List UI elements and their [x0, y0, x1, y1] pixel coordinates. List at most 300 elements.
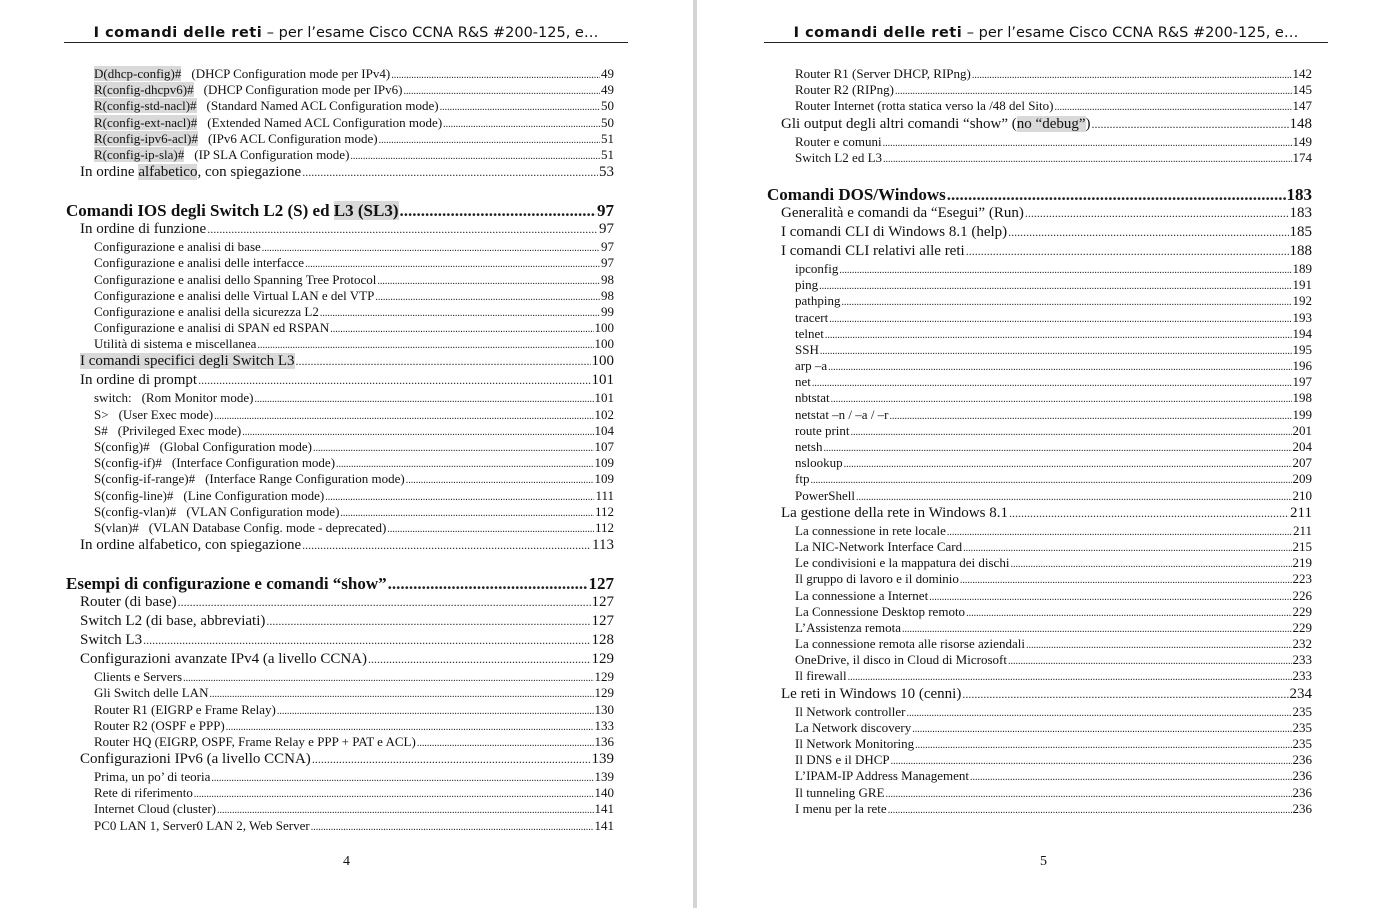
toc-subsection[interactable]: [767, 704, 1312, 720]
dot-leader: [336, 457, 593, 471]
dot-leader: [388, 574, 588, 593]
toc-entry-text: La connessione remota alle risorse aziendali: [795, 636, 1025, 652]
dot-leader: [406, 473, 594, 487]
toc-entry-text: Configurazione e analisi di base: [94, 239, 261, 255]
toc-entry-label: [795, 604, 965, 620]
toc-page-number: 128: [591, 632, 614, 649]
toc-page-number: 191: [1292, 277, 1312, 293]
toc-subsection[interactable]: [767, 752, 1312, 768]
dot-leader: [340, 506, 594, 520]
toc-subsection[interactable]: [767, 423, 1312, 439]
toc-page-number: 195: [1292, 341, 1312, 357]
toc-entry-text: nbtstat: [795, 390, 830, 406]
toc-entry-label: [795, 423, 850, 439]
dot-leader: [178, 593, 591, 612]
toc-entry-label: [94, 288, 374, 304]
dot-leader: [387, 522, 594, 536]
toc-subsection[interactable]: [66, 147, 614, 163]
toc-page-number: 196: [1292, 358, 1312, 374]
toc-entry-text: Generalità e comandi da “Esegui” (Run): [781, 204, 1024, 221]
toc-entry-text: L’Assistenza remota: [795, 619, 902, 635]
toc-entry-text: R(config-dhcpv6)#: [94, 82, 194, 98]
toc-entry-text: Il DNS e il DHCP: [795, 752, 890, 768]
toc-entry-label: [94, 785, 193, 801]
dot-leader: [368, 650, 590, 669]
toc-entry-text: ftp: [795, 471, 810, 487]
toc-entry-text: tracert: [795, 309, 829, 325]
dot-leader: [194, 787, 594, 801]
toc-page-number: 148: [1289, 115, 1312, 132]
dot-leader: [966, 242, 1289, 261]
toc-entry-label: [795, 455, 843, 471]
toc-page-number: 100: [594, 336, 614, 352]
toc-entry-label: [795, 374, 811, 390]
toc-page-number: 204: [1292, 439, 1312, 454]
toc-subsection[interactable]: [66, 471, 614, 487]
toc-section[interactable]: [767, 685, 1312, 704]
toc-page-number: 97: [601, 239, 614, 255]
toc-subsection[interactable]: [767, 439, 1312, 455]
toc-entry-text: La connessione a Internet: [795, 587, 929, 603]
toc-page-number: 232: [1292, 636, 1312, 652]
dot-leader: [883, 152, 1291, 166]
toc-subsection[interactable]: [767, 407, 1312, 423]
toc-entry-text: netstat –n / –a / –r: [795, 406, 889, 422]
toc-page-number: 129: [591, 651, 614, 668]
toc-page-number: 198: [1292, 390, 1312, 406]
toc-subsection[interactable]: [767, 358, 1312, 374]
toc-subsection[interactable]: [66, 702, 614, 718]
toc-entry-label: [795, 652, 1007, 668]
section-gap: [66, 555, 614, 574]
dot-leader: [325, 490, 594, 504]
toc-subsection[interactable]: [767, 98, 1312, 114]
dot-leader: [183, 671, 593, 685]
toc-entry-label: [94, 685, 208, 701]
toc-subsection[interactable]: [767, 488, 1312, 504]
toc-entry-highlight: L3 (SL3): [333, 201, 399, 221]
toc-section[interactable]: [66, 536, 614, 555]
toc-subsection[interactable]: [767, 588, 1312, 604]
toc-entry-text: I comandi CLI di Windows 8.1 (help): [781, 223, 1008, 240]
dot-leader: [891, 754, 1292, 768]
toc-subsection[interactable]: [767, 801, 1312, 817]
dot-leader: [377, 274, 600, 288]
toc-page-number: 136: [594, 733, 614, 749]
toc-chapter[interactable]: [767, 185, 1312, 204]
dot-leader: [844, 457, 1292, 471]
dot-leader: [888, 803, 1292, 817]
toc-subsection[interactable]: [66, 239, 614, 255]
toc-subsection[interactable]: [66, 272, 614, 288]
toc-entry-text: Configurazioni avanzate IPv4 (a livello CCNA): [80, 651, 368, 668]
toc-subsection[interactable]: [767, 604, 1312, 620]
toc-entry-text: S>: [94, 406, 109, 422]
toc-subsection[interactable]: [767, 785, 1312, 801]
toc-entry-mode: (VLAN Database Config. mode - deprecated): [148, 519, 387, 535]
toc-entry-text: Configurazione e analisi della sicurezza L2: [94, 303, 319, 319]
toc-subsection[interactable]: [767, 134, 1312, 150]
toc-subsection[interactable]: [767, 261, 1312, 277]
toc-section[interactable]: [66, 631, 614, 650]
toc-entry-label: [795, 571, 959, 587]
toc-subsection[interactable]: [66, 423, 614, 439]
toc-page-number: 111: [595, 487, 614, 503]
toc-section[interactable]: [66, 750, 614, 769]
toc-subsection[interactable]: [66, 734, 614, 750]
toc-page-number: 49: [601, 82, 614, 98]
toc-entry-text: Gli Switch delle LAN: [94, 685, 209, 701]
toc-page-number: 127: [588, 574, 614, 594]
toc-section[interactable]: [767, 204, 1312, 223]
toc-entry-text: Router (di base): [80, 594, 177, 611]
toc-section[interactable]: [66, 593, 614, 612]
toc-section[interactable]: [66, 371, 614, 390]
toc-entry-label: [781, 223, 1007, 242]
dot-leader: [443, 117, 600, 131]
toc-page-number: 98: [601, 287, 614, 303]
toc-page-number: 207: [1292, 455, 1312, 471]
toc-page-number: 215: [1292, 538, 1312, 554]
toc-entry-label: [80, 371, 197, 390]
toc-entry-mode: (DHCP Configuration mode per IPv6): [203, 82, 403, 98]
toc-page-number: 219: [1292, 555, 1312, 571]
toc-entry-label: [795, 588, 928, 604]
dot-leader: [379, 133, 600, 147]
toc-entry-text: In ordine alfabetico, con spiegazione: [80, 537, 302, 554]
toc-subsection[interactable]: [767, 668, 1312, 684]
dot-leader: [262, 241, 600, 255]
dot-leader: [375, 290, 600, 304]
toc-section[interactable]: [66, 650, 614, 669]
toc-subsection[interactable]: [66, 66, 614, 82]
toc-subsection[interactable]: [767, 326, 1312, 342]
toc-subsection[interactable]: [66, 304, 614, 320]
dot-leader: [330, 322, 593, 336]
toc-page-number: 211: [1290, 504, 1312, 521]
toc-page-number: 97: [597, 201, 614, 221]
toc-page-number: 199: [1292, 406, 1312, 422]
toc-page-number: 234: [1289, 685, 1312, 702]
toc-entry-mode: (DHCP Configuration mode per IPv4): [191, 66, 391, 81]
toc-subsection[interactable]: [66, 407, 614, 423]
toc-entry-mode: (Privileged Exec mode): [117, 422, 242, 438]
toc-page-number: 147: [1292, 98, 1312, 114]
dot-leader: [819, 279, 1291, 293]
toc-entry-text: Internet Cloud (cluster): [94, 801, 217, 817]
dot-leader: [207, 220, 598, 239]
toc-entry-label: [80, 650, 367, 669]
toc-subsection[interactable]: [66, 320, 614, 336]
toc-subsection[interactable]: [66, 488, 614, 504]
dot-leader: [820, 344, 1292, 358]
header-title-bold: I comandi delle reti: [93, 25, 263, 41]
toc-page-number: 127: [591, 613, 614, 630]
dot-leader: [417, 736, 594, 750]
toc-entry-label: [795, 488, 855, 504]
toc-entry-label: [80, 352, 295, 371]
toc-entry-label: [795, 358, 827, 374]
toc-chapter[interactable]: [66, 201, 614, 220]
dot-leader: [810, 473, 1291, 487]
toc-subsection[interactable]: [767, 720, 1312, 736]
toc-page-number: 97: [601, 255, 614, 271]
dot-leader: [242, 425, 593, 439]
toc-entry-mode: (IP SLA Configuration mode): [194, 146, 350, 162]
toc-section[interactable]: [767, 223, 1312, 242]
toc-entry-text: La connessione in rete locale: [795, 522, 946, 538]
dot-leader: [856, 490, 1292, 504]
toc-subsection[interactable]: [66, 769, 614, 785]
dot-leader: [391, 68, 600, 82]
toc-section[interactable]: [66, 220, 614, 239]
toc-page-number: 209: [1292, 471, 1312, 487]
toc-page-number: 235: [1292, 719, 1312, 735]
toc-subsection[interactable]: [767, 539, 1312, 555]
toc-entry-label: [781, 685, 961, 704]
running-header: [64, 24, 628, 43]
toc-entry-label: [795, 326, 824, 342]
toc-subsection[interactable]: [767, 66, 1312, 82]
toc-page-number: 129: [594, 685, 614, 701]
toc-entry-text: netsh: [795, 439, 823, 454]
dot-leader: [828, 360, 1291, 374]
toc-entry-mode: (Extended Named ACL Configuration mode): [207, 114, 443, 130]
toc-entry-label: [94, 423, 241, 439]
toc-subsection[interactable]: [767, 636, 1312, 652]
toc-entry-label: [795, 98, 1053, 114]
toc-entry-text: I menu per la rete: [795, 800, 887, 816]
toc-entry-text: Il firewall: [795, 668, 847, 684]
toc-entry-label: [795, 342, 819, 358]
toc-entry-text: SSH: [795, 341, 819, 357]
toc-entry-text: Le condivisioni e la mappatura dei dischi: [795, 555, 1010, 571]
toc-subsection[interactable]: [767, 652, 1312, 668]
toc-subsection[interactable]: [66, 115, 614, 131]
toc-entry-label: [94, 131, 378, 147]
toc-entry-text: S(config-line)#: [94, 487, 174, 503]
toc-entry-label: [795, 736, 914, 752]
toc-page-number: 51: [601, 146, 614, 162]
toc-entry-text: In ordine di funzione: [80, 221, 207, 238]
toc-section[interactable]: [66, 163, 614, 182]
toc-page-number: 142: [1292, 66, 1312, 81]
toc-subsection[interactable]: [767, 293, 1312, 309]
dot-leader: [915, 738, 1291, 752]
toc-section[interactable]: [66, 352, 614, 371]
toc-subsection[interactable]: [66, 455, 614, 471]
dot-leader: [257, 338, 593, 352]
toc-entry-label: [80, 612, 265, 631]
toc-subsection[interactable]: [767, 342, 1312, 358]
toc-entry-label: [795, 134, 882, 150]
toc-entry-label: [795, 720, 911, 736]
toc-entry-text: S(config-if)#: [94, 455, 162, 471]
toc-entry-label: [94, 818, 310, 834]
toc-subsection[interactable]: [66, 390, 614, 406]
toc-subsection[interactable]: [66, 288, 614, 304]
dot-leader: [209, 687, 593, 701]
toc-subsection[interactable]: [66, 685, 614, 701]
toc-subsection[interactable]: [66, 439, 614, 455]
toc-page-number: 140: [594, 785, 614, 801]
toc-entry-text: Configurazione e analisi di SPAN ed RSPAN: [94, 320, 330, 336]
toc-page-number: 112: [594, 519, 614, 535]
toc-entry-text: telnet: [795, 325, 824, 341]
toc-entry-label: [94, 471, 405, 487]
dot-leader: [823, 441, 1291, 455]
toc-entry-text: Gli output degli altri comandi “show” (: [781, 115, 1017, 132]
toc-subsection[interactable]: [66, 504, 614, 520]
toc-entry-text: Il gruppo di lavoro e il dominio: [795, 571, 959, 587]
toc-page-number: 107: [594, 439, 614, 454]
dot-leader: [895, 84, 1292, 98]
section-gap: [767, 166, 1312, 185]
toc-entry-label: [795, 471, 809, 487]
dot-leader: [890, 409, 1292, 423]
toc-page-number: 139: [591, 751, 614, 768]
toc-entry-text: R(config-ip-sla)#: [94, 146, 185, 162]
toc-entry-text: nslookup: [795, 455, 843, 471]
toc-subsection[interactable]: [66, 336, 614, 352]
dot-leader: [255, 392, 594, 406]
toc-subsection[interactable]: [767, 374, 1312, 390]
toc-section[interactable]: [767, 115, 1312, 134]
dot-leader: [851, 425, 1292, 439]
dot-leader: [829, 312, 1291, 326]
toc-entry-text: D(dhcp-config)#: [94, 66, 182, 81]
toc-entry-text: ipconfig: [795, 260, 839, 276]
toc-entry-highlight: no “debug”: [1016, 115, 1086, 132]
dot-leader: [1025, 204, 1289, 223]
dot-leader: [960, 573, 1292, 587]
toc-subsection[interactable]: [767, 150, 1312, 166]
toc-page-number: 235: [1292, 736, 1312, 751]
toc-entry-text: Router R1 (Server DHCP, RIPng): [795, 66, 971, 81]
toc-section[interactable]: [767, 242, 1312, 261]
toc-subsection[interactable]: [66, 255, 614, 271]
toc-entry-text: S(vlan)#: [94, 519, 139, 535]
toc-entry-label: [94, 718, 225, 734]
toc-subsection[interactable]: [66, 82, 614, 98]
dot-leader: [831, 392, 1292, 406]
dot-leader: [883, 136, 1292, 150]
toc-entry-label: [94, 439, 312, 455]
toc-page-number: 197: [1292, 374, 1312, 390]
toc-entry-label: [94, 488, 324, 504]
toc-page-number: 98: [601, 271, 614, 287]
toc-entry-text: La NIC-Network Interface Card: [795, 538, 963, 554]
toc-entry-label: [94, 320, 329, 336]
toc-subsection[interactable]: [767, 82, 1312, 98]
toc-entry-mode: (Interface Configuration mode): [171, 455, 336, 471]
toc-entry-text: Switch L2 (di base, abbreviati): [80, 613, 266, 630]
toc-page-number: 53: [599, 164, 614, 181]
toc-subsection[interactable]: [767, 390, 1312, 406]
toc-entry-text: R(config-ext-nacl)#: [94, 114, 198, 130]
toc-entry-label: [94, 390, 254, 406]
toc-page-number: 145: [1292, 82, 1312, 98]
toc-entry-label: [94, 669, 182, 685]
toc-entry-text: R(config-ipv6-acl)#: [94, 130, 198, 146]
toc-entry-label: [94, 769, 210, 785]
dot-leader: [296, 352, 591, 371]
toc-entry-mode: (Rom Monitor mode): [141, 390, 254, 406]
dot-leader: [825, 328, 1292, 342]
toc-entry-text: I comandi CLI relativi alle reti: [781, 242, 965, 259]
toc-section[interactable]: [66, 612, 614, 631]
toc-entry-label: [795, 293, 841, 309]
toc-subsection[interactable]: [66, 669, 614, 685]
toc-entry-text: Configurazione e analisi delle interfacce: [94, 255, 305, 271]
toc-subsection[interactable]: [66, 131, 614, 147]
toc-entry-label: [94, 239, 261, 255]
toc-entry-label: [795, 801, 887, 817]
toc-subsection[interactable]: [66, 801, 614, 817]
toc-entry-text: pathping: [795, 293, 841, 309]
toc-entry-text: arp –a: [795, 358, 828, 374]
toc-subsection[interactable]: [767, 310, 1312, 326]
toc-subsection[interactable]: [767, 455, 1312, 471]
page-number: 4: [343, 854, 350, 869]
toc-page-number: 49: [601, 66, 614, 81]
toc-entry-label: [80, 220, 206, 239]
header-title-bold: I comandi delle reti: [793, 25, 963, 41]
toc-entry-text: Esempi di configurazione e comandi “show”: [66, 574, 387, 594]
running-header: [764, 24, 1328, 43]
toc-subsection[interactable]: [767, 571, 1312, 587]
toc-subsection[interactable]: [767, 555, 1312, 571]
toc-subsection[interactable]: [66, 520, 614, 536]
section-gap: [66, 182, 614, 201]
toc-subsection[interactable]: [66, 98, 614, 114]
toc-subsection[interactable]: [767, 736, 1312, 752]
toc-subsection[interactable]: [66, 818, 614, 834]
dot-leader: [1010, 557, 1291, 571]
toc-section[interactable]: [767, 504, 1312, 523]
dot-leader: [929, 590, 1291, 604]
toc-chapter[interactable]: [66, 574, 614, 593]
toc-entry-label: [94, 304, 319, 320]
toc-page-number: 226: [1292, 587, 1312, 603]
toc-entry-label: [795, 636, 1025, 652]
toc-entry-text: OneDrive, il disco in Cloud di Microsoft: [795, 652, 1007, 668]
toc-entry-text: In ordine di prompt: [80, 372, 198, 389]
toc-entry-label: [781, 504, 1008, 523]
dot-leader: [226, 720, 594, 734]
toc-subsection[interactable]: [767, 523, 1312, 539]
toc-subsection[interactable]: [767, 277, 1312, 293]
dot-leader: [198, 371, 590, 390]
toc-entry-text: Clients e Servers: [94, 669, 183, 685]
toc-page-number: 193: [1292, 309, 1312, 325]
dot-leader: [214, 409, 593, 423]
table-of-contents: [66, 66, 614, 834]
toc-entry-text: S(config-vlan)#: [94, 503, 177, 519]
toc-subsection[interactable]: [66, 785, 614, 801]
toc-page-number: 235: [1292, 703, 1312, 719]
toc-page-number: 100: [594, 320, 614, 336]
toc-entry-mode: (Global Configuration mode): [159, 439, 312, 454]
dot-leader: [842, 295, 1292, 309]
toc-subsection[interactable]: [767, 471, 1312, 487]
dot-leader: [302, 163, 598, 182]
toc-subsection[interactable]: [767, 620, 1312, 636]
toc-subsection[interactable]: [66, 718, 614, 734]
toc-subsection[interactable]: [767, 768, 1312, 784]
dot-leader: [812, 376, 1292, 390]
toc-entry-text: PowerShell: [795, 487, 855, 503]
